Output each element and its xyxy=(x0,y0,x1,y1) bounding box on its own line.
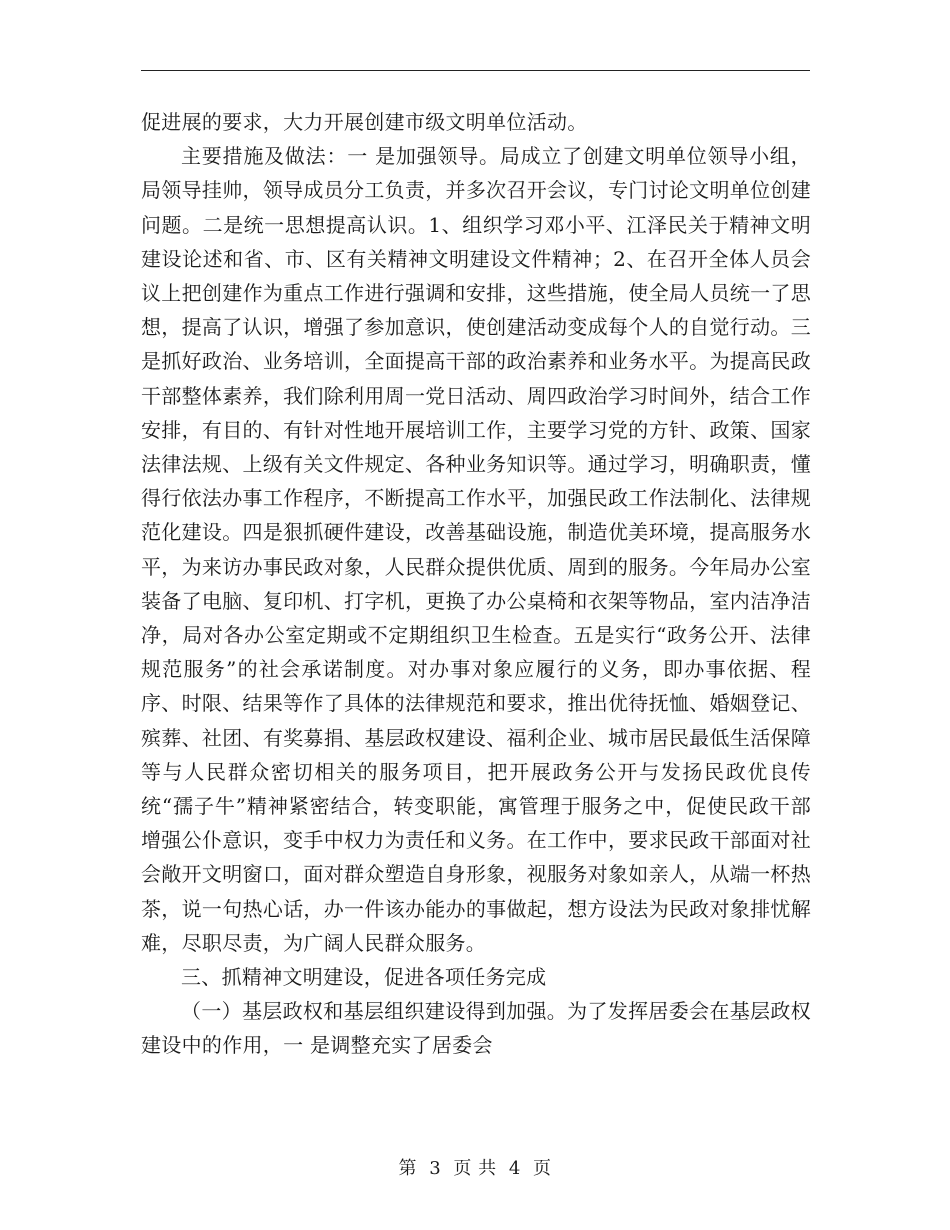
paragraph-continuation: 促进展的要求，大力开展创建市级文明单位活动。 xyxy=(141,110,588,134)
footer-prefix: 第 xyxy=(398,1158,417,1179)
current-page-number: 3 xyxy=(429,1158,442,1179)
paragraph-measures: 主要措施及做法：一 是加强领导。局成立了创建文明单位领导小组，局领导挂帅，领导成员分工负责，并多次召开会议，专门讨论文明单位创建问题。二是统一思想提高认识。1、组织学习邓小平、江泽民关于精神文明建设论述和省、市、区有关精神文明建设文件精神；2、在召开全体人员会议上把创建作为重点工作进行强调和安排，这些措施，使全局人员统一了思想，提高了认识，增强了参加意识，使创建活动变成每个人的自觉行动。三是抓好政治、业务培训，全面提高干部的政治素养和业务水平。为提高民政干部整体素养，我们除利用周一党日活动、周四政治学习时间外，结合工作安排，有目的、有针对性地开展培训工作，主要学习党的方针、政策、国家法律法规、上级有关文件规定、各种业务知识等。通过学习，明确职责，懂得行依法办事工作程序，不断提高工作水平，加强民政工作法制化、法律规范化建设。四是狠抓硬件建设，改善基础设施，制造优美环境，提高服务水平，为来访办事民政对象，人民群众提供优质、周到的服务。今年局办公室装备了电脑、复印机、打字机，更换了办公桌椅和衣架等物品，室内洁净洁净，局对各办公室定期或不定期组织卫生检查。五是实行“政务公开、法律规范服务”的社会承诺制度。对办事对象应履行的义务，即办事依据、程序、时限、结果等作了具体的法律规范和要求，推出优待抚恤、婚姻登记、殡葬、社团、有奖募捐、基层政权建设、福利企业、城市居民最低生活保障等与人民群众密切相关的服务项目，把开展政务公开与发扬民政优良传统“孺子牛”精神紧密结合，转变职能，寓管理于服务之中，促使民政干部增强公仆意识，变手中权力为责任和义务。在工作中，要求民政干部面对社会敞开文明窗口，面对群众塑造自身形象，视服务对象如亲人，从端一杯热茶，说一句热心话，办一件该办能办的事做起，想方设法为民政对象排忧解难，尽职尽责，为广阔人民群众服务。 xyxy=(141,144,811,955)
header-rule xyxy=(141,70,810,71)
document-body xyxy=(141,105,811,1063)
paragraph-subsection-1: （一）基层政权和基层组织建设得到加强。为了发挥居委会在基层政权建设中的作用，一 是调整充实了居委会 xyxy=(141,999,811,1058)
total-pages-number: 4 xyxy=(508,1158,521,1179)
section-heading: 三、抓精神文明建设，促进各项任务完成 xyxy=(181,965,547,990)
footer-suffix: 页 xyxy=(533,1158,552,1179)
footer-middle: 页 共 xyxy=(453,1158,497,1179)
page-footer xyxy=(0,1154,950,1180)
